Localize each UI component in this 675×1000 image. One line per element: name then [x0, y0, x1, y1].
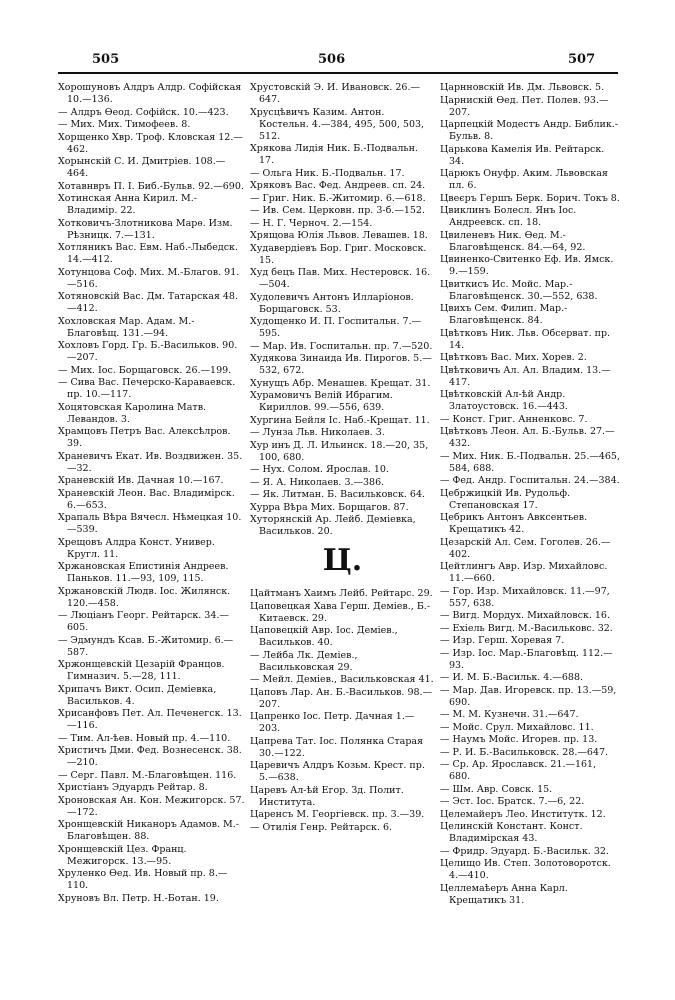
directory-entry: Цвиленевъ Ник. Ѳед. М.-Благовѣщенск. 84.—64, 92.: [440, 229, 586, 253]
directory-entry: — Мих. Іос. Борщаговск. 26.—199.: [58, 364, 232, 376]
directory-entry: Хорынскій С. И. Дмитріев. 108.—464.: [58, 156, 226, 179]
directory-entry: Целлемаѣеръ Анна Карл. Крещатикъ 31.: [440, 882, 568, 906]
directory-entry: Царюкъ Онуфр. Аким. Львовская пл. 6.: [440, 168, 608, 191]
directory-entry: — Гор. Изр. Михайловск. 11.—97, 557, 638.: [440, 585, 610, 609]
directory-entry: Цайтманъ Хаимъ Лейб. Рейтарс. 29.: [250, 588, 433, 599]
directory-entry: Худолевичъ Антонъ Илларіонов. Борщаговск. 53.: [250, 291, 414, 315]
directory-entry: — Н. Г. Черноч. 2.—154.: [250, 217, 373, 229]
directory-entry: — Сива Вас. Печерско-Караваевск. пр. 10.—117.: [58, 377, 236, 400]
directory-entry: Хрящова Юлія Львов. Левашев. 18.: [250, 230, 428, 241]
directory-entry: Хотинская Анна Кирил. М.-Владимір. 22.: [58, 193, 198, 216]
directory-entry: Цвиткисъ Ис. Мойс. Мар.-Благовѣщенск. 30.—552, 638.: [440, 278, 598, 302]
directory-entry: Хржановская Епистинія Андреев. Паньков. 11.—93, 109, 115.: [58, 561, 229, 584]
directory-entry: — Люціанъ Георг. Рейтарск. 34.—605.: [58, 610, 229, 633]
directory-entry: — Мейл. Деміев., Васильковская 41.: [250, 674, 434, 685]
directory-entry: Царенсъ М. Георгіевск. пр. 3.—39.: [250, 809, 425, 820]
directory-entry: Хрисанфовъ Пет. Ал. Печенегск. 13.—116.: [58, 708, 242, 731]
directory-entry: Цаповецкій Авр. Іос. Деміев., Васильков. 40.: [250, 625, 398, 648]
directory-entry: — Мар. Дав. Игоревск. пр. 13.—59, 690.: [440, 684, 617, 708]
directory-entry: Целинскій Констант. Конст. Владимірская 43.: [440, 821, 583, 844]
column-1: [58, 82, 245, 905]
directory-entry: — Ив. Сем. Церковн. пр. 3-б.—152.: [250, 205, 425, 216]
directory-entry: Христичъ Дми. Фед. Вознесенск. 38.—210.: [58, 745, 242, 768]
directory-entry: Цебржицкій Ив. Рудольф. Степановская 17.: [440, 487, 571, 511]
directory-entry: — Мих. Мих. Тимофеев. 8.: [58, 119, 191, 130]
directory-entry: Хронщевскій Цез. Франц. Межигорск. 13.—95.: [58, 843, 187, 867]
directory-entry: Цвѣтковъ Вас. Мих. Хорев. 2.: [440, 352, 587, 363]
directory-entry: — Ехіель Вигд. М.-Васильковс. 32.: [440, 622, 613, 634]
directory-entry: — Алдръ Ѳеод. Софійск. 10.—423.: [58, 106, 229, 118]
directory-entry: — Ср. Ар. Ярославск. 21.—161, 680.: [440, 759, 597, 782]
directory-entry: Целищо Ив. Степ. Золотоворотск. 4.—410.: [440, 858, 611, 881]
directory-entry: Хоцятовская Каролина Матв. Левандов. 3.: [58, 401, 207, 425]
directory-entry: Хронщевскій Никаноръ Адамов. М.-Благовѣщен. 88.: [58, 819, 239, 842]
page-number-right: 507: [568, 52, 596, 67]
directory-entry: Хорщенко Хвр. Троф. Кловская 12.—462.: [58, 131, 243, 155]
directory-entry: — Ольга Ник. Б.-Подвальн. 17.: [250, 167, 405, 179]
directory-entry: Хорошуновъ Алдръ Алдр. Софійская 10.—136.: [58, 82, 242, 105]
directory-entry: Хрякова Лидія Ник. Б.-Подвальн. 17.: [250, 143, 418, 166]
directory-entry: Хруновъ Вл. Петр. Н.-Ботан. 19.: [58, 892, 219, 904]
directory-entry: — Изр. Іос. Мар.-Благовѣщ. 112.—93.: [440, 647, 613, 671]
directory-entry: — Шм. Авр. Совск. 15.: [440, 783, 553, 795]
column-2: [250, 82, 435, 834]
directory-entry: Худощенко И. П. Госпитальн. 7.—595.: [250, 316, 422, 339]
directory-entry: — Як. Литман. Б. Васильковск. 64.: [250, 489, 426, 500]
directory-entry: Хурра Вѣра Мих. Борщагов. 87.: [250, 501, 409, 513]
directory-entry: Храневскій Леон. Вас. Владимірск. 6.—653.: [58, 487, 235, 511]
column-2-top-entries: [250, 82, 435, 538]
directory-entry: Храневскій Ив. Дачная 10.—167.: [58, 475, 224, 486]
directory-entry: Цвихъ Сем. Филип. Мар.-Благовѣщенск. 84.: [440, 303, 568, 326]
header-rule: [58, 72, 618, 74]
directory-entry: Хотковичъ-Злотникова Марѳ. Изм. Рѣзницк. 7.—131.: [58, 217, 233, 241]
directory-entry: — Лунза Льв. Николаев. 3.: [250, 427, 385, 438]
directory-entry: Хроновская Ан. Кон. Межигорск. 57.—172.: [58, 794, 245, 818]
directory-entry: Худ бецъ Пав. Мих. Нестеровск. 16.—504.: [250, 267, 431, 290]
directory-entry: Худавердіевъ Бор. Григ. Московск. 15.: [250, 242, 427, 266]
directory-entry: Цебрикъ Антонъ Авксентьев. Крещатикъ 42.: [440, 512, 588, 535]
directory-entry: Хотавнвръ П. І. Биб.-Бульв. 92.—690.: [58, 180, 244, 192]
directory-entry: Цвѣтковскій Ал-ѣй Андр. Златоустовск. 16.—443.: [440, 389, 568, 412]
directory-entry: Храневичъ Екат. Ив. Воздвижен. 35.—32.: [58, 450, 243, 474]
directory-entry: — Наумъ Мойс. Игорев. пр. 13.: [440, 734, 598, 745]
directory-entry: — Григ. Ник. Б.-Житомир. 6.—618.: [250, 192, 426, 204]
directory-entry: Худякова Зинаида Ив. Пирогов. 5.—532, 672.: [250, 353, 432, 376]
directory-entry: Цвѣтковъ Леон. Ал. Б.-Бульв. 27.—432.: [440, 426, 615, 449]
directory-entry: Хржановскій Людв. Іос. Жилянск. 120.—458.: [58, 585, 231, 609]
directory-entry: Цвѣтковъ Ник. Льв. Обсерват. пр. 14.: [440, 327, 611, 351]
directory-entry: Хурамовичъ Велій Ибрагим. Кириллов. 99.—556, 639.: [250, 390, 393, 413]
directory-entry: — М. М. Кузнечн. 31.—647.: [440, 709, 579, 720]
directory-entry: Цапренко Іос. Петр. Дачная 1.—203.: [250, 711, 415, 734]
directory-entry: — Эдмундъ Ксав. Б.-Житомир. 6.—587.: [58, 634, 234, 658]
directory-entry: Цаповецкая Хава Герш. Деміев., Б.-Китаевск. 29.: [250, 600, 431, 624]
directory-entry: Цвиклинъ Болесл. Янъ Іос. Андреевск. сп. 18.: [440, 205, 577, 228]
column-2-bottom-entries: [250, 588, 435, 834]
directory-entry: Цвѣтковичъ Ал. Ал. Владим. 13.—417.: [440, 364, 611, 388]
directory-entry: Целемайеръ Лео. Институтк. 12.: [440, 808, 606, 820]
directory-entry: — Серг. Павл. М.-Благовѣщен. 116.: [58, 769, 237, 781]
directory-entry: Храпаль Вѣра Вячесл. Нѣмецкая 10.—539.: [58, 512, 242, 535]
column-3: [440, 82, 620, 907]
directory-entry: — Мойс. Срул. Михайловс. 11.: [440, 721, 594, 733]
directory-entry: Царевъ Ал-ѣй Егор. Зд. Полит. Института.: [250, 784, 404, 808]
directory-entry: — Эст. Іос. Братск. 7.—6, 22.: [440, 796, 585, 807]
directory-entry: Хржонщевскій Цезарій Францов. Гимназич. 5.—28, 111.: [58, 659, 225, 682]
directory-entry: Хохловъ Горд. Гр. Б.-Васильков. 90.—207.: [58, 340, 238, 363]
page-number-left: 505: [92, 52, 120, 67]
directory-entry: Хряковъ Вас. Фед. Андреев. сп. 24.: [250, 180, 426, 191]
directory-entry: Царевичъ Алдръ Козьм. Крест. пр. 5.—638.: [250, 760, 425, 783]
directory-entry: — И. М. Б.-Васильк. 4.—688.: [440, 672, 584, 683]
directory-entry: — Нух. Солом. Ярослав. 10.: [250, 464, 389, 475]
directory-entry: Хур инъ Д. Л. Ильинск. 18.—20, 35, 100, 680.: [250, 439, 429, 463]
directory-entry: Цезарскій Ал. Сем. Гоголев. 26.—402.: [440, 536, 611, 560]
directory-entry: — Конст. Григ. Анненковс. 7.: [440, 413, 588, 425]
directory-entry: — Р. И. Б.-Васильковск. 28.—647.: [440, 746, 609, 758]
directory-entry: Царнновскій Ив. Дм. Львовск. 5.: [440, 82, 605, 93]
directory-entry: — Мих. Ник. Б.-Подвальн. 25.—465, 584, 688.: [440, 450, 620, 474]
directory-entry: — Фед. Андр. Госпитальн. 24.—384.: [440, 475, 620, 486]
directory-entry: Хунущъ Абр. Менашев. Крещат. 31.: [250, 377, 431, 389]
directory-entry: Храмцовъ Петръ Вас. Алексѣлров. 39.: [58, 426, 231, 449]
directory-entry: — Отилія Генр. Рейтарск. 6.: [250, 821, 393, 833]
directory-entry: Цапрева Тат. Іос. Полянка Старая 30.—122.: [250, 735, 424, 759]
directory-entry: Хуторянскій Ар. Лейб. Деміевка, Васильков. 20.: [250, 514, 416, 537]
directory-entry: Христіанъ Эдуардъ Рейтар. 8.: [58, 782, 208, 793]
directory-entry: Цвеєръ Гершъ Берк. Борич. Токъ 8.: [440, 192, 620, 204]
directory-entry: Хрещовъ Алдра Конст. Универ. Кругл. 11.: [58, 536, 215, 560]
directory-entry: Хрустовскій Э. И. Ивановск. 26.—647.: [250, 82, 420, 105]
directory-entry: — Я. А. Николаев. 3.—386.: [250, 476, 385, 488]
directory-entry: Царнискій Ѳед. Пет. Полев. 93.—207.: [440, 94, 609, 118]
directory-entry: Хотяновскій Вас. Дм. Татарская 48.—412.: [58, 291, 238, 314]
directory-entry: Цвиненко-Свитенко Еф. Ив. Ямск. 9.—159.: [440, 254, 614, 277]
directory-entry: Хохловская Мар. Адам. М.-Благовѣщ. 131.—94.: [58, 315, 195, 339]
directory-entry: Хотляникъ Вас. Евм. Наб.-Лыбедск. 14.—412.: [58, 242, 239, 265]
directory-entry: Царпецкій Модестъ Андр. Библик.-Бульв. 8.: [440, 119, 619, 142]
directory-entry: Цаповъ Лар. Ан. Б.-Васильков. 98.—207.: [250, 686, 433, 710]
directory-entry: Хрипачъ Викт. Осип. Деміевка, Васильков. 4.: [58, 683, 217, 707]
directory-entry: Хотунцова Соф. Мих. М.-Благов. 91.—516.: [58, 266, 240, 290]
directory-entry: — Изр. Герш. Хоревая 7.: [440, 635, 565, 646]
directory-entry: Цейтлингъ Авр. Изр. Михайловс. 11.—660.: [440, 561, 608, 584]
directory-entry: Хруленко Ѳед. Ив. Новый пр. 8.—110.: [58, 868, 228, 891]
directory-entry: Хрусцѣвичъ Казим. Антон. Костельн. 4.—384, 495, 500, 503, 512.: [250, 106, 425, 142]
directory-entry: — Мар. Ив. Госпитальн. пр. 7.—520.: [250, 340, 433, 352]
directory-entry: — Вигд. Мордух. Михайловск. 16.: [440, 610, 610, 621]
page-number-center: 506: [318, 52, 346, 67]
directory-entry: — Лейба Лк. Деміев., Васильковская 29.: [250, 649, 358, 673]
directory-entry: Хургина Бейля Іс. Наб.-Крещат. 11.: [250, 414, 430, 426]
directory-entry: — Фридр. Эдуард. Б.-Васильк. 32.: [440, 845, 609, 857]
directory-entry: Царькова Камелія Ив. Рейтарск. 34.: [440, 143, 605, 167]
directory-entry: — Тим. Ал-ѣев. Новый пр. 4.—110.: [58, 732, 231, 744]
section-letter-ts: Ц.: [322, 543, 363, 578]
